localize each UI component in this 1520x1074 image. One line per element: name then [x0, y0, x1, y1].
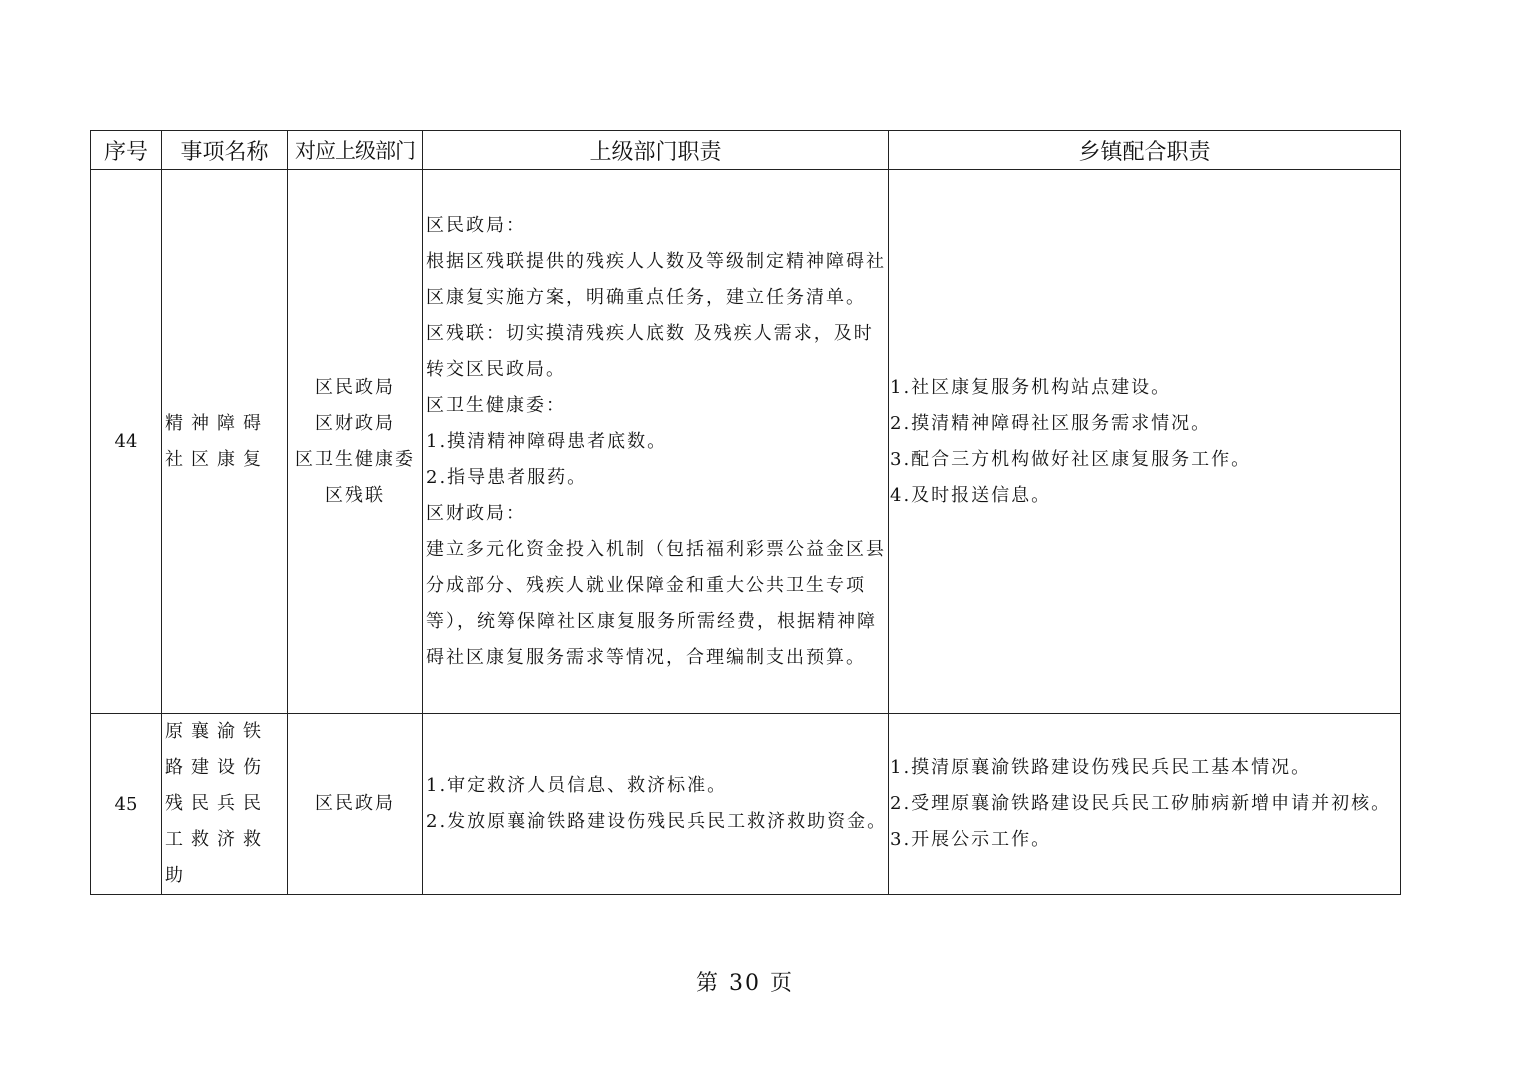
table-row	[91, 714, 1401, 895]
upper-duty-cell	[423, 170, 889, 714]
upper-duty-line: 2.指导患者服药。	[426, 466, 588, 488]
table-row	[91, 170, 1401, 714]
upper-duty-line: 区民政局：	[426, 214, 526, 236]
dept-item: 区残联	[325, 484, 385, 506]
town-duty-line: 4.及时报送信息。	[890, 484, 1052, 506]
header-no: 序号	[91, 131, 162, 170]
item-name: 原襄渝铁路建设伤残民兵民工救济救助	[162, 714, 288, 895]
upper-duty-line: 1.审定救济人员信息、救济标准。	[426, 775, 728, 796]
header-town-duty: 乡镇配合职责	[889, 131, 1401, 170]
town-duty-line: 3.开展公示工作。	[890, 829, 1052, 850]
header-row	[91, 131, 1401, 170]
town-duty-line: 2.受理原襄渝铁路建设民兵民工矽肺病新增申请并初核。	[890, 793, 1392, 814]
town-duty-line: 1.社区康复服务机构站点建设。	[890, 376, 1172, 398]
header-name: 事项名称	[162, 131, 288, 170]
town-duty-line: 3.配合三方机构做好社区康复服务工作。	[890, 448, 1252, 470]
town-duty-cell	[889, 170, 1401, 714]
header-upper-dept: 对应上级部门	[288, 131, 423, 170]
town-duty-line: 2.摸清精神障碍社区服务需求情况。	[890, 412, 1212, 434]
upper-duty-line: 区财政局：	[426, 502, 526, 524]
upper-duty-line: 2.发放原襄渝铁路建设伤残民兵民工救济救助资金。	[426, 811, 888, 832]
upper-duty-line: 区残联：切实摸清残疾人底数 及残疾人需求，及时转交区民政局。	[426, 322, 874, 380]
duty-table	[90, 130, 1401, 895]
upper-dept-list	[288, 170, 423, 714]
town-duty-cell	[889, 714, 1401, 895]
upper-duty-line: 区卫生健康委：	[426, 394, 566, 416]
dept-item: 区民政局	[315, 376, 395, 398]
upper-duty-line: 根据区残联提供的残疾人人数及等级制定精神障碍社区康复实施方案，明确重点任务，建立任务清单。	[426, 250, 886, 308]
item-name: 精神障碍社区康复	[162, 170, 288, 714]
page-number: 第 30 页	[696, 971, 794, 996]
town-duty-line: 1.摸清原襄渝铁路建设伤残民兵民工基本情况。	[890, 757, 1312, 778]
dept-item: 区民政局	[315, 793, 395, 814]
upper-dept-list	[288, 714, 423, 895]
row-number: 45	[91, 714, 162, 895]
dept-item: 区财政局	[315, 412, 395, 434]
dept-item: 区卫生健康委	[295, 448, 415, 470]
header-upper-duty: 上级部门职责	[423, 131, 889, 170]
row-number: 44	[91, 170, 162, 714]
upper-duty-line: 建立多元化资金投入机制（包括福利彩票公益金区县分成部分、残疾人就业保障金和重大公共卫生专项等），统筹保障社区康复服务所需经费，根据精神障碍社区康复服务需求等情况，合理编制支出预算。	[426, 538, 886, 668]
upper-duty-line: 1.摸清精神障碍患者底数。	[426, 430, 668, 452]
upper-duty-cell	[423, 714, 889, 895]
